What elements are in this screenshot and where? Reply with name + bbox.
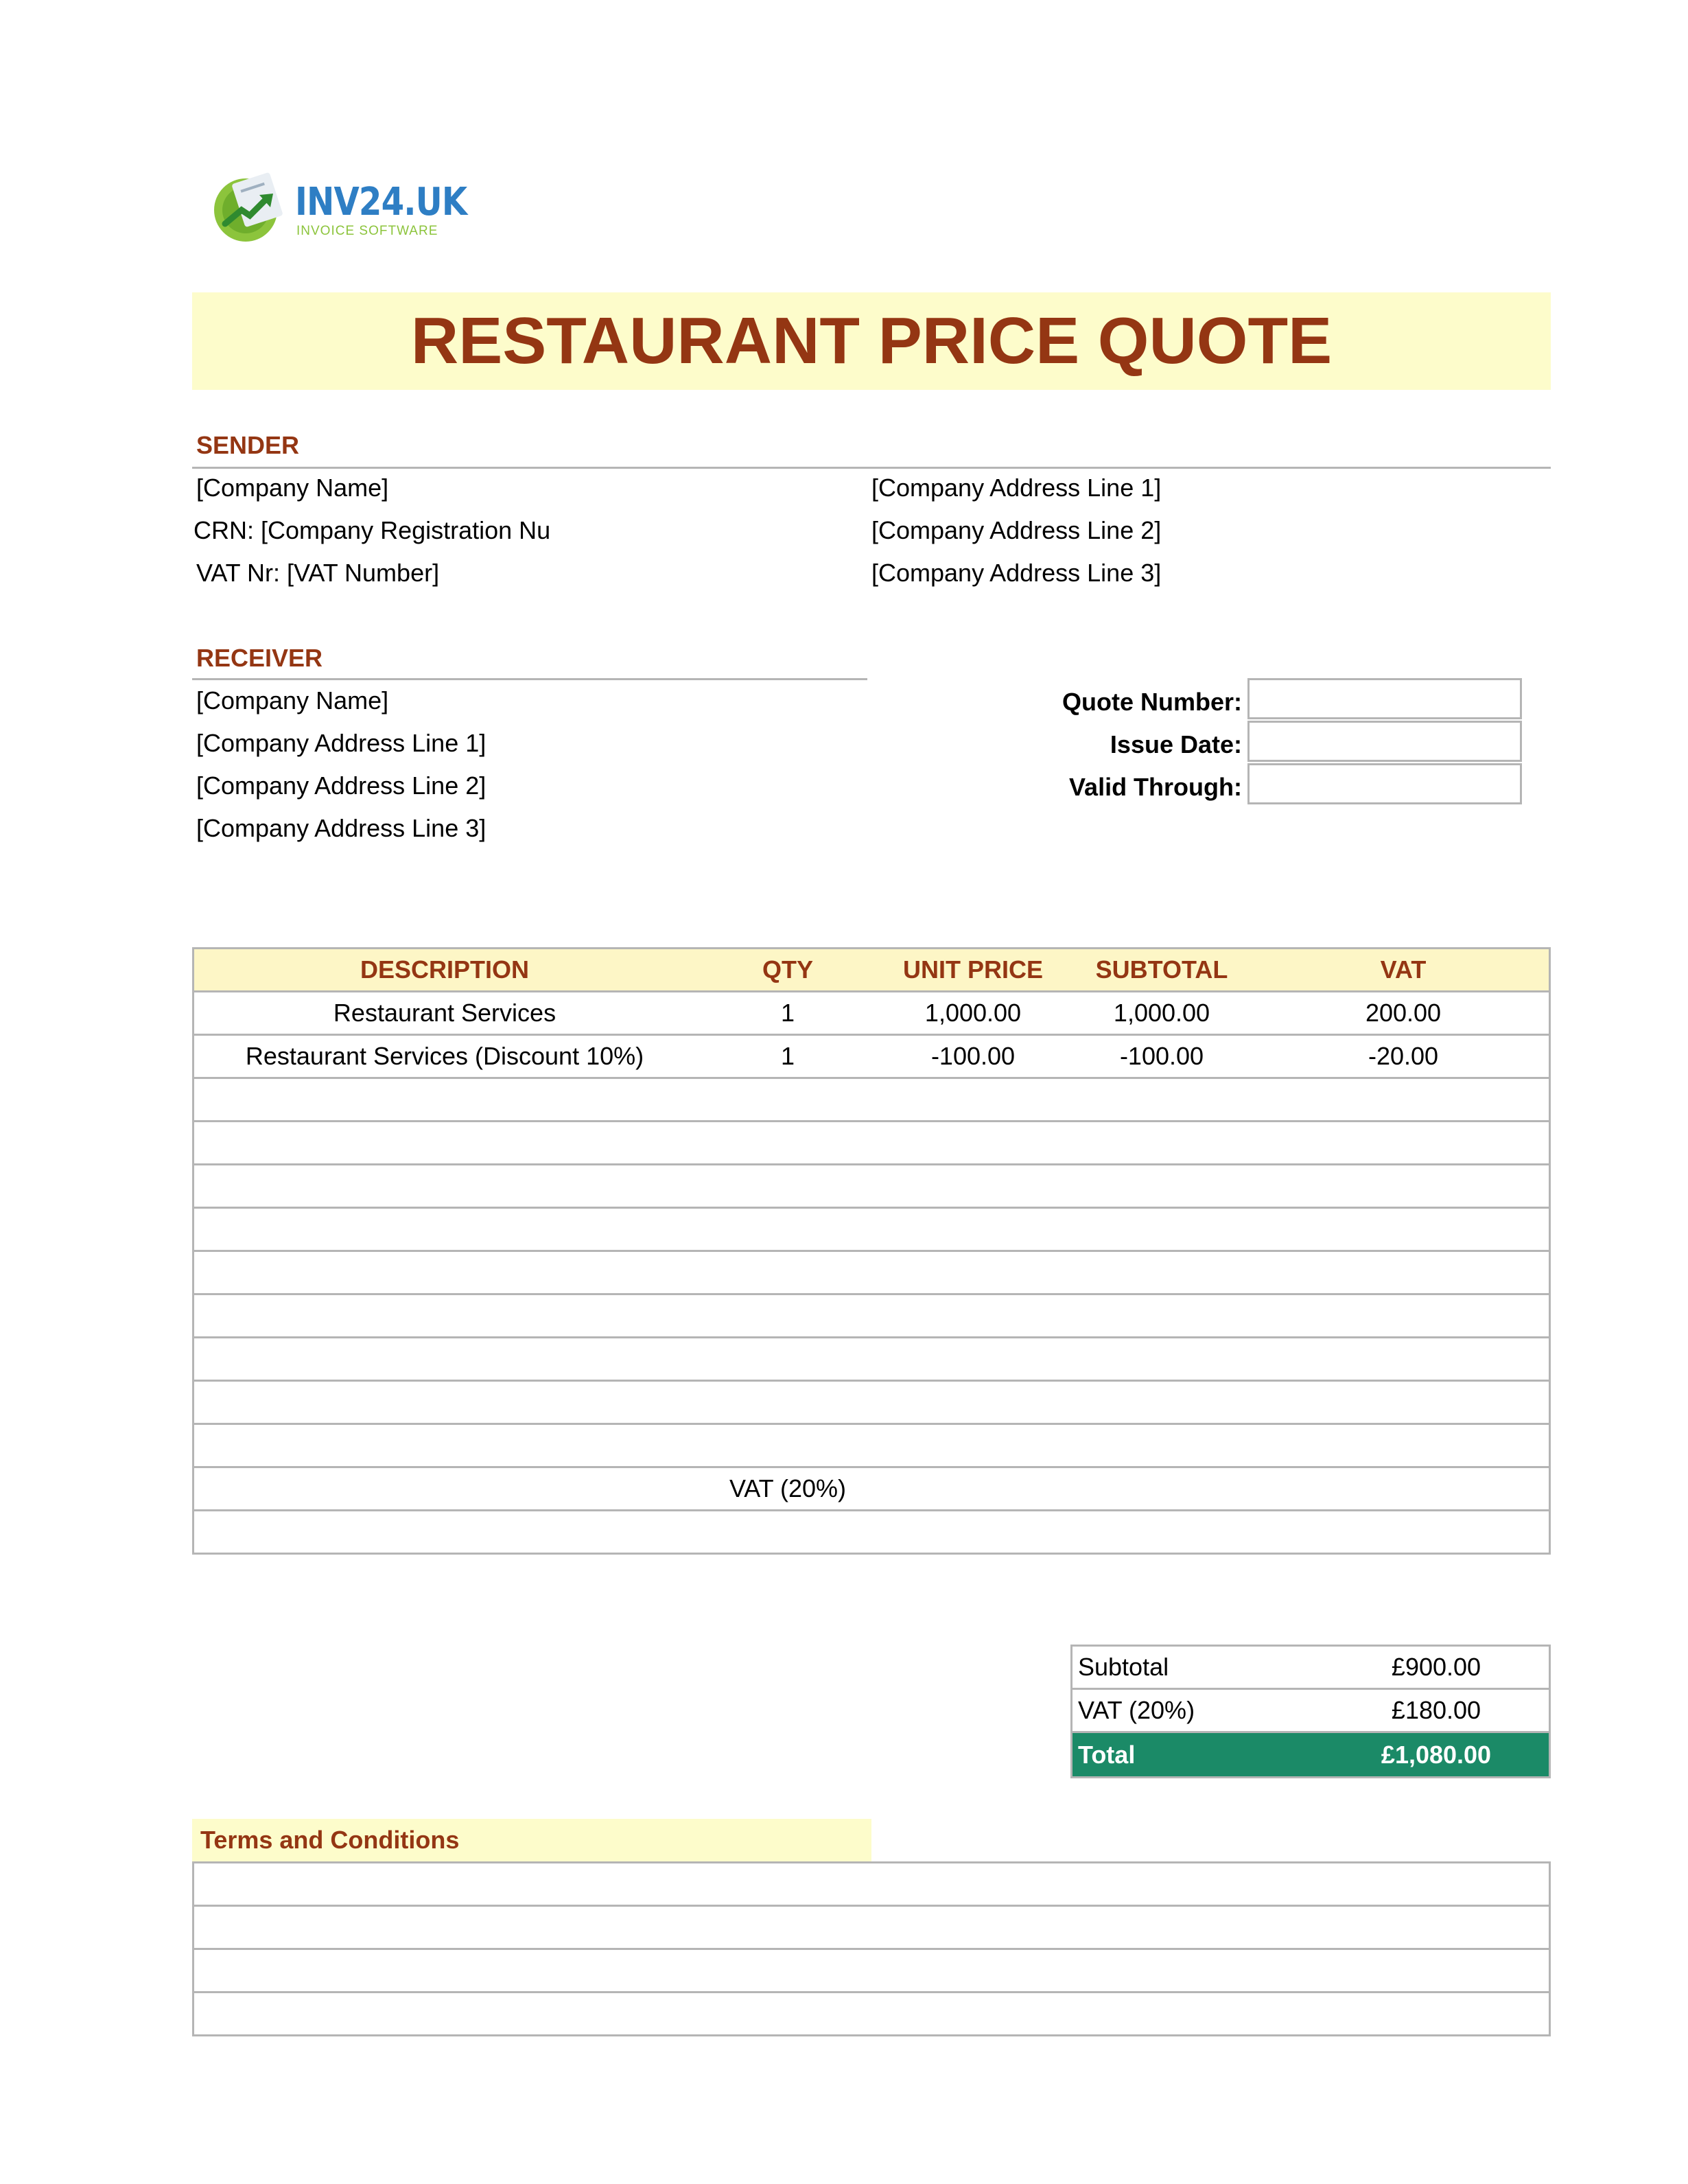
row-unit-price <box>880 1382 1066 1423</box>
sender-divider <box>192 467 1551 469</box>
terms-line[interactable] <box>192 1993 1551 2036</box>
row-description <box>194 1425 695 1466</box>
table-row[interactable] <box>192 1338 1551 1382</box>
header-description: DESCRIPTION <box>360 955 530 984</box>
row-vat <box>1258 1382 1549 1423</box>
receiver-address-line-1: [Company Address Line 1] <box>196 729 487 757</box>
row-vat <box>1258 1338 1549 1380</box>
row-qty <box>695 1122 880 1163</box>
row-description <box>194 1338 695 1380</box>
row-qty <box>695 1165 880 1207</box>
row-qty: 1 <box>780 999 795 1027</box>
totals-table <box>1070 1645 1551 1778</box>
table-row[interactable] <box>192 1079 1551 1122</box>
receiver-address-line-2: [Company Address Line 2] <box>196 771 487 800</box>
row-subtotal <box>1066 1425 1258 1466</box>
row-description <box>194 1295 695 1336</box>
sender-address-line-2: [Company Address Line 2] <box>871 516 1162 544</box>
logo-name: INV24.UK <box>295 180 467 224</box>
row-subtotal <box>1066 1511 1258 1553</box>
row-unit-price <box>880 1425 1066 1466</box>
row-description: Restaurant Services <box>333 999 556 1027</box>
row-qty <box>695 1511 880 1553</box>
sender-label: SENDER <box>196 431 300 459</box>
receiver-address-line-3: [Company Address Line 3] <box>196 814 487 842</box>
row-unit-price <box>880 1252 1066 1293</box>
receiver-divider <box>192 678 867 680</box>
row-unit-price <box>880 1209 1066 1250</box>
subtotal-value: £900.00 <box>1391 1653 1481 1681</box>
row-subtotal <box>1066 1252 1258 1293</box>
row-subtotal <box>1066 1382 1258 1423</box>
total-label: Total <box>1078 1740 1136 1769</box>
issue-date-label: Issue Date: <box>1110 730 1242 758</box>
row-unit-price <box>880 1511 1066 1553</box>
row-vat <box>1258 1122 1549 1163</box>
row-qty <box>695 1295 880 1336</box>
table-row[interactable] <box>192 1252 1551 1295</box>
header-vat: VAT <box>1380 955 1427 984</box>
row-subtotal <box>1066 1295 1258 1336</box>
issue-date-field[interactable] <box>1247 721 1522 762</box>
row-qty <box>695 1079 880 1120</box>
table-row[interactable] <box>192 1036 1551 1079</box>
row-vat <box>1258 1511 1549 1553</box>
row-unit-price <box>880 1295 1066 1336</box>
vat-row <box>1070 1690 1551 1733</box>
row-subtotal: -100.00 <box>1119 1042 1204 1070</box>
row-vat: 200.00 <box>1365 999 1442 1027</box>
row-vat <box>1258 1295 1549 1336</box>
row-subtotal <box>1066 1079 1258 1120</box>
table-row[interactable] <box>192 992 1551 1036</box>
table-row[interactable] <box>192 1122 1551 1165</box>
row-vat <box>1258 1468 1549 1509</box>
table-row[interactable] <box>192 1425 1551 1468</box>
row-qty <box>695 1338 880 1380</box>
valid-through-field[interactable] <box>1247 763 1522 804</box>
table-row[interactable] <box>192 1511 1551 1555</box>
row-description <box>194 1165 695 1207</box>
row-subtotal <box>1066 1468 1258 1509</box>
row-vat: -20.00 <box>1368 1042 1439 1070</box>
receiver-label: RECEIVER <box>196 644 323 672</box>
table-row[interactable] <box>192 1468 1551 1511</box>
table-row[interactable] <box>192 1165 1551 1209</box>
row-subtotal <box>1066 1338 1258 1380</box>
header-unit-price: UNIT PRICE <box>902 955 1043 984</box>
valid-through-label: Valid Through: <box>1069 773 1242 801</box>
row-unit-price <box>880 1079 1066 1120</box>
row-qty <box>695 1252 880 1293</box>
row-unit-price <box>880 1468 1066 1509</box>
row-qty <box>695 1209 880 1250</box>
table-row[interactable] <box>192 1295 1551 1338</box>
logo-tagline: INVOICE SOFTWARE <box>296 224 438 238</box>
terms-label: Terms and Conditions <box>200 1826 460 1854</box>
row-vat-rate-label: VAT (20%) <box>729 1474 847 1502</box>
row-qty: 1 <box>780 1042 795 1070</box>
row-vat <box>1258 1252 1549 1293</box>
sender-vat-number: VAT Nr: [VAT Number] <box>196 559 440 587</box>
receiver-company-name: [Company Name] <box>196 686 389 715</box>
row-vat <box>1258 1425 1549 1466</box>
quote-number-field[interactable] <box>1247 678 1522 719</box>
row-subtotal <box>1066 1122 1258 1163</box>
row-unit-price: -100.00 <box>930 1042 1016 1070</box>
row-subtotal <box>1066 1165 1258 1207</box>
row-description <box>194 1122 695 1163</box>
total-value: £1,080.00 <box>1381 1740 1492 1769</box>
terms-table <box>192 1861 1551 2036</box>
sender-crn: CRN: [Company Registration Nu <box>194 516 551 544</box>
row-description <box>194 1079 695 1120</box>
row-unit-price <box>880 1122 1066 1163</box>
row-description: Restaurant Services (Discount 10%) <box>245 1042 644 1070</box>
sender-address-line-1: [Company Address Line 1] <box>871 474 1162 502</box>
row-qty <box>695 1425 880 1466</box>
row-qty <box>695 1382 880 1423</box>
row-unit-price <box>880 1165 1066 1207</box>
vat-label: VAT (20%) <box>1078 1696 1195 1724</box>
row-description <box>194 1468 695 1509</box>
page-title: RESTAURANT PRICE QUOTE <box>410 304 1333 377</box>
row-vat <box>1258 1079 1549 1120</box>
row-vat <box>1258 1209 1549 1250</box>
vat-value: £180.00 <box>1391 1696 1481 1724</box>
terms-line[interactable] <box>192 1907 1551 1950</box>
subtotal-label: Subtotal <box>1078 1653 1169 1681</box>
subtotal-row <box>1070 1645 1551 1690</box>
row-subtotal: 1,000.00 <box>1113 999 1210 1027</box>
row-description <box>194 1252 695 1293</box>
row-description <box>194 1382 695 1423</box>
row-unit-price: 1,000.00 <box>924 999 1022 1027</box>
row-description <box>194 1511 695 1553</box>
quote-number-label: Quote Number: <box>1062 688 1242 716</box>
sender-company-name: [Company Name] <box>196 474 389 502</box>
table-row[interactable] <box>192 1209 1551 1252</box>
terms-line[interactable] <box>192 1861 1551 1907</box>
row-unit-price <box>880 1338 1066 1380</box>
logo-emblem <box>210 170 299 246</box>
header-qty: QTY <box>762 955 813 984</box>
total-row <box>1070 1733 1551 1778</box>
header-subtotal: SUBTOTAL <box>1095 955 1228 984</box>
sender-address-line-3: [Company Address Line 3] <box>871 559 1162 587</box>
row-description <box>194 1209 695 1250</box>
row-vat <box>1258 1165 1549 1207</box>
table-row[interactable] <box>192 1382 1551 1425</box>
items-table <box>192 947 1551 1555</box>
items-table-header <box>192 947 1551 992</box>
terms-line[interactable] <box>192 1950 1551 1993</box>
row-subtotal <box>1066 1209 1258 1250</box>
